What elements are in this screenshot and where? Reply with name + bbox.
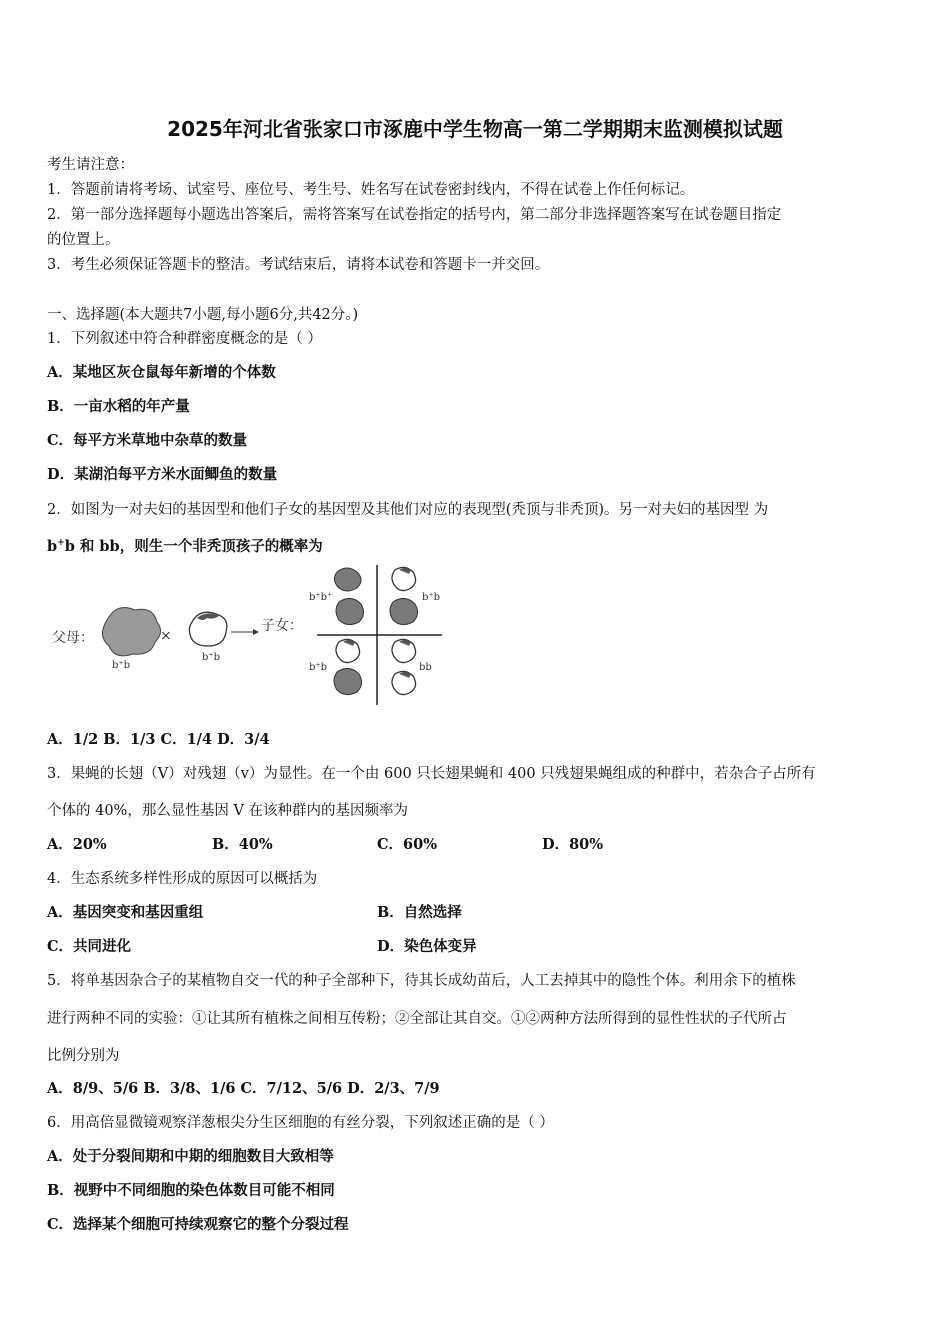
notice-item-2-cont: 的位置上。 bbox=[47, 232, 120, 248]
page-title: 2025年河北省张家口市涿鹿中学生物高一第二学期期末监测模拟试题 bbox=[167, 117, 783, 141]
fig-child-bl-2 bbox=[334, 668, 362, 694]
notice-item-1: 1．答题前请将考场、试室号、座位号、考生号、姓名写在试卷密封线内，不得在试卷上作任何标记。 bbox=[47, 182, 695, 198]
fig-child-tl-genotype: b⁺b⁺ bbox=[309, 592, 333, 603]
fig-parent-1-head bbox=[102, 608, 160, 656]
q3-stem-line2: 个体的 40%，那么显性基因 V 在该种群内的基因频率为 bbox=[47, 803, 409, 819]
q3-option-c: C．60% bbox=[377, 836, 437, 853]
q2-stem-line2 bbox=[47, 535, 323, 556]
q2-stem-rest: b 和 bb，则生一个非秃顶孩子的概率为 bbox=[64, 538, 323, 555]
q1-option-c: C．每平方米草地中杂草的数量 bbox=[47, 432, 248, 449]
fig-parent-2-genotype: b⁺b bbox=[202, 652, 221, 663]
notice-heading: 考生请注意： bbox=[47, 157, 134, 173]
q2-options: A．1/2 B．1/3 C．1/4 D．3/4 bbox=[47, 731, 270, 748]
q1-stem: 1．下列叙述中符合种群密度概念的是（ ） bbox=[47, 331, 322, 347]
q2-pedigree-figure bbox=[47, 560, 447, 710]
fig-child-tl-2 bbox=[336, 598, 364, 624]
notice-item-3: 3．考生必须保证答题卡的整洁。考试结束后，请将本试卷和答题卡一并交回。 bbox=[47, 257, 550, 273]
fig-child-tl-1 bbox=[334, 568, 361, 591]
q3-option-b: B．40% bbox=[212, 836, 273, 853]
fig-cross: × bbox=[160, 628, 172, 644]
q3-stem-line1: 3．果蝇的长翅（V）对残翅（v）为显性。在一个由 600 只长翅果蝇和 400 只残翅果蝇组成的种群中，若杂合子占所有 bbox=[47, 766, 816, 782]
q2-stem-line1: 2．如图为一对夫妇的基因型和他们子女的基因型及其他们对应的表现型(秃顶与非秃顶)。另一对夫妇的基因型 为 bbox=[47, 502, 769, 518]
q4-stem: 4．生态系统多样性形成的原因可以概括为 bbox=[47, 871, 318, 887]
fig-child-bl-genotype: b⁺b bbox=[309, 662, 328, 673]
q5-stem-line1: 5．将单基因杂合子的某植物自交一代的种子全部种下，待其长成幼苗后，人工去掉其中的隐性个体。利用余下的植株 bbox=[47, 973, 796, 989]
q2-genotype-sup: + bbox=[57, 538, 65, 549]
q4-option-c: C．共同进化 bbox=[47, 938, 132, 955]
fig-arrow-head bbox=[253, 629, 259, 635]
section-heading: 一、选择题(本大题共7小题,每小题6分,共42分。) bbox=[47, 307, 359, 323]
fig-parents-label: 父母： bbox=[52, 630, 94, 646]
q1-option-b: B．一亩水稻的年产量 bbox=[47, 398, 190, 415]
q6-stem: 6．用高倍显微镜观察洋葱根尖分生区细胞的有丝分裂，下列叙述正确的是（ ） bbox=[47, 1115, 554, 1131]
q1-option-a: A．某地区灰仓鼠每年新增的个体数 bbox=[47, 364, 276, 381]
q4-option-d: D．染色体变异 bbox=[377, 938, 477, 955]
q3-option-a: A．20% bbox=[47, 836, 107, 853]
q4-option-b: B．自然选择 bbox=[377, 904, 462, 921]
q5-stem-line2: 进行两种不同的实验：①让其所有植株之间相互传粉；②全部让其自交。①②两种方法所得到的显性性状的子代所占 bbox=[47, 1011, 787, 1027]
q6-option-c: C．选择某个细胞可持续观察它的整个分裂过程 bbox=[47, 1216, 349, 1233]
q4-option-a: A．基因突变和基因重组 bbox=[47, 904, 204, 921]
q6-option-b: B．视野中不同细胞的染色体数目可能不相同 bbox=[47, 1182, 335, 1199]
fig-children-label: 子女： bbox=[261, 618, 303, 634]
q3-option-d: D．80% bbox=[542, 836, 604, 853]
q5-stem-line3: 比例分别为 bbox=[47, 1048, 120, 1064]
fig-child-br-genotype: bb bbox=[419, 662, 432, 673]
q6-option-a: A．处于分裂间期和中期的细胞数目大致相等 bbox=[47, 1148, 334, 1165]
notice-item-2: 2．第一部分选择题每小题选出答案后，需将答案写在试卷指定的括号内，第二部分非选择题答案写在试卷题目指定 bbox=[47, 207, 782, 223]
q5-options: A．8/9、5/6 B．3/8、1/6 C．7/12、5/6 D．2/3、7/9 bbox=[47, 1080, 440, 1097]
q1-option-d: D．某湖泊每平方米水面鲫鱼的数量 bbox=[47, 466, 278, 483]
q2-genotype-base: b bbox=[47, 538, 58, 555]
fig-parent-1-genotype: b⁺b bbox=[112, 660, 131, 671]
fig-child-tr-2 bbox=[390, 598, 418, 624]
fig-child-tr-genotype: b⁺b bbox=[422, 592, 441, 603]
